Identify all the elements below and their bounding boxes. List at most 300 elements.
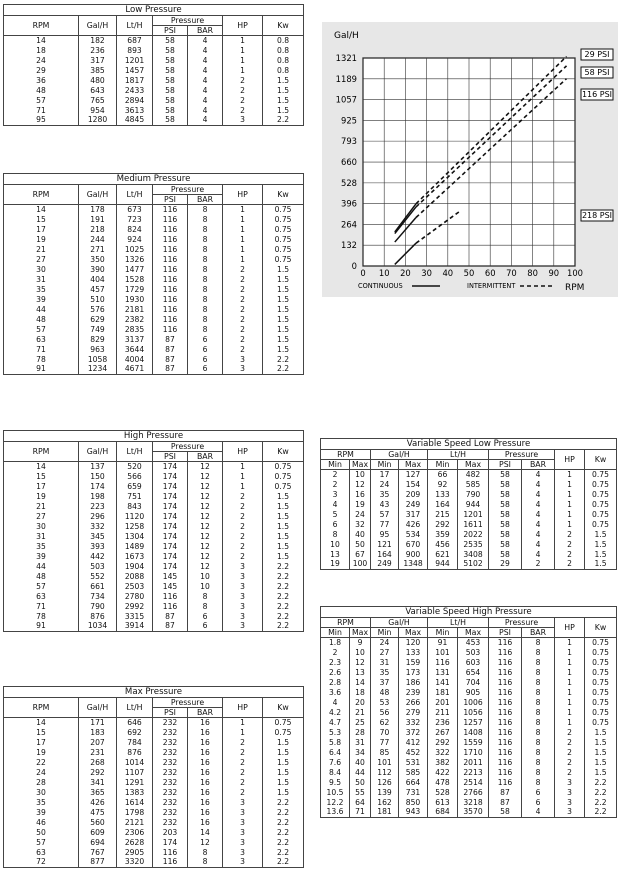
table-cell: 456 <box>428 540 458 550</box>
table-cell: 58 <box>153 66 188 76</box>
table-cell: 3 <box>223 818 263 828</box>
table-cell: 57 <box>4 96 79 106</box>
table-cell: 944 <box>428 560 458 570</box>
table-cell: 767 <box>79 848 117 858</box>
table-cell: 426 <box>399 520 428 530</box>
table-cell: 7.6 <box>321 758 350 768</box>
table-cell: 58 <box>153 106 188 116</box>
table-cell: 0.75 <box>585 480 617 490</box>
table-cell: 58 <box>489 530 522 540</box>
table-cell: 0.75 <box>585 678 617 688</box>
table-title: Max Pressure <box>4 687 304 698</box>
table-cell: 58 <box>153 46 188 56</box>
table-cell: 137 <box>79 462 117 472</box>
table-cell: 1.5 <box>263 76 304 86</box>
table-cell: 692 <box>117 728 153 738</box>
table-cell: 232 <box>153 718 188 728</box>
table-cell: 2 <box>555 758 585 768</box>
series-label: 29 PSI <box>584 50 610 59</box>
table-cell: 12 <box>188 532 223 542</box>
lth-header: Lt/H <box>428 450 489 460</box>
table-cell: 8.4 <box>321 768 350 778</box>
table-cell: 2.2 <box>263 838 304 848</box>
table-cell: 24 <box>371 480 399 490</box>
galh-min-header: Min <box>371 628 399 638</box>
table-row <box>4 592 304 602</box>
table-cell: 116 <box>153 235 188 245</box>
table-cell: 552 <box>79 572 117 582</box>
table-cell: 29 <box>4 66 79 76</box>
table-cell: 58 <box>489 480 522 490</box>
table-cell: 372 <box>399 728 428 738</box>
table-cell: 154 <box>399 480 428 490</box>
table-cell: 8 <box>522 638 555 648</box>
table-cell: 15 <box>4 472 79 482</box>
lth-min-header: Min <box>428 628 458 638</box>
table-cell: 2 <box>223 502 263 512</box>
table-cell: 1348 <box>399 560 428 570</box>
table-cell: 232 <box>153 798 188 808</box>
table-cell: 292 <box>79 768 117 778</box>
table-cell: 8 <box>188 325 223 335</box>
table-cell: 4 <box>188 96 223 106</box>
table-row <box>321 758 617 768</box>
table-cell: 6 <box>188 335 223 345</box>
table-cell: 178 <box>79 205 117 215</box>
pressure-header: Pressure <box>153 185 223 195</box>
table-cell: 0.75 <box>585 718 617 728</box>
table-cell: 3 <box>555 808 585 818</box>
table-cell: 0.75 <box>585 520 617 530</box>
table-row <box>4 788 304 798</box>
x-tick-label: 90 <box>548 268 560 278</box>
table-cell: 1.5 <box>263 335 304 345</box>
table-row <box>4 572 304 582</box>
table-cell: 112 <box>371 768 399 778</box>
table-cell: 1729 <box>117 285 153 295</box>
table-cell: 1.5 <box>263 285 304 295</box>
table-cell: 16 <box>188 788 223 798</box>
table-row <box>321 510 617 520</box>
table-cell: 1.5 <box>263 522 304 532</box>
table-cell: 14 <box>4 36 79 46</box>
table-cell: 1 <box>555 470 585 480</box>
table-cell: 4 <box>522 480 555 490</box>
table-cell: 1 <box>223 472 263 482</box>
table-cell: 19 <box>4 492 79 502</box>
table-cell: 1 <box>223 718 263 728</box>
y-tick-label: 1189 <box>335 73 357 84</box>
table-row <box>4 235 304 245</box>
y-tick-label: 660 <box>341 157 357 168</box>
table-cell: 85 <box>371 748 399 758</box>
table-cell: 1559 <box>458 738 489 748</box>
hp-header: HP <box>223 185 263 205</box>
table-cell: 749 <box>79 325 117 335</box>
hp-header: HP <box>223 442 263 462</box>
table-cell: 8 <box>522 758 555 768</box>
table-cell: 25 <box>350 718 371 728</box>
table-cell: 824 <box>117 225 153 235</box>
table-cell: 1 <box>223 205 263 215</box>
table-row <box>4 46 304 56</box>
table-row <box>4 482 304 492</box>
psi-header: PSI <box>489 628 522 638</box>
table-cell: 21 <box>4 245 79 255</box>
table-row <box>4 492 304 502</box>
table-cell: 0.8 <box>263 56 304 66</box>
table-cell: 2 <box>223 758 263 768</box>
table-cell: 576 <box>79 305 117 315</box>
table-cell: 268 <box>79 758 117 768</box>
table-cell: 17 <box>4 482 79 492</box>
table-cell: 4.7 <box>321 718 350 728</box>
table-row <box>321 718 617 728</box>
bar-header: BAR <box>188 708 223 718</box>
table-cell: 87 <box>153 622 188 632</box>
table-cell: 2382 <box>117 315 153 325</box>
table-cell: 13 <box>350 668 371 678</box>
table-cell: 2.3 <box>321 658 350 668</box>
table-cell: 8 <box>522 698 555 708</box>
table-cell: 731 <box>399 788 428 798</box>
table-cell: 249 <box>399 500 428 510</box>
table-cell: 116 <box>489 748 522 758</box>
table-cell: 893 <box>117 46 153 56</box>
lth-min-header: Min <box>428 460 458 470</box>
table-cell: 609 <box>79 828 117 838</box>
table-cell: 12 <box>188 838 223 848</box>
table-cell: 0.75 <box>263 718 304 728</box>
table-row <box>4 56 304 66</box>
table-cell: 55 <box>350 788 371 798</box>
table-cell: 520 <box>117 462 153 472</box>
table-cell: 876 <box>117 748 153 758</box>
table-cell: 2.2 <box>585 798 617 808</box>
table-cell: 35 <box>4 542 79 552</box>
table-cell: 560 <box>79 818 117 828</box>
table-cell: 1904 <box>117 562 153 572</box>
table-cell: 422 <box>428 768 458 778</box>
lth-header: Lt/H <box>428 618 489 628</box>
table-cell: 8 <box>522 778 555 788</box>
table-cell: 100 <box>350 560 371 570</box>
series-label: 116 PSI <box>581 90 613 99</box>
table-cell: 150 <box>79 472 117 482</box>
table-row <box>321 470 617 480</box>
table-cell: 8 <box>188 255 223 265</box>
table-cell: 385 <box>79 66 117 76</box>
table-cell: 1034 <box>79 622 117 632</box>
table-cell: 174 <box>153 462 188 472</box>
table-cell: 790 <box>79 602 117 612</box>
table-cell: 2 <box>555 748 585 758</box>
table-cell: 191 <box>79 215 117 225</box>
x-tick-label: 60 <box>484 268 496 278</box>
table-row <box>4 818 304 828</box>
table-cell: 1 <box>555 510 585 520</box>
table-cell: 1 <box>223 36 263 46</box>
table-cell: 322 <box>428 748 458 758</box>
table-cell: 480 <box>79 76 117 86</box>
table-cell: 3 <box>321 490 350 500</box>
table-cell: 2.2 <box>263 602 304 612</box>
table-cell: 39 <box>4 552 79 562</box>
table-cell: 2.2 <box>263 858 304 868</box>
table-cell: 1.5 <box>585 758 617 768</box>
table-cell: 1457 <box>117 66 153 76</box>
y-tick-label: 1321 <box>335 53 357 63</box>
table-row <box>4 612 304 622</box>
table-cell: 332 <box>79 522 117 532</box>
table-cell: 181 <box>371 808 399 818</box>
table-cell: 2.2 <box>585 808 617 818</box>
table-cell: 8 <box>188 265 223 275</box>
table-cell: 3613 <box>117 106 153 116</box>
galh-header: Gal/H <box>79 442 117 462</box>
table-cell: 116 <box>489 738 522 748</box>
table-row <box>321 778 617 788</box>
table-cell: 3 <box>555 798 585 808</box>
y-tick-label: 264 <box>341 219 357 230</box>
table-cell: 1.5 <box>263 502 304 512</box>
table-cell: 426 <box>79 798 117 808</box>
lth-max-header: Max <box>458 460 489 470</box>
table-cell: 4 <box>321 698 350 708</box>
table-cell: 12.2 <box>321 798 350 808</box>
table-row <box>321 668 617 678</box>
x-tick-label: 50 <box>463 268 475 278</box>
table-cell: 116 <box>153 205 188 215</box>
table-cell: 2.2 <box>263 828 304 838</box>
table-cell: 478 <box>428 778 458 788</box>
table-cell: 0.75 <box>585 648 617 658</box>
table-cell: 10 <box>350 470 371 480</box>
table-cell: 2.2 <box>263 592 304 602</box>
table-cell: 116 <box>153 275 188 285</box>
table-cell: 1.5 <box>585 728 617 738</box>
low-pressure-table <box>3 4 304 126</box>
table-cell: 12 <box>188 512 223 522</box>
table-cell: 78 <box>4 612 79 622</box>
table-cell: 10.5 <box>321 788 350 798</box>
table-row <box>4 622 304 632</box>
y-tick-label: 793 <box>341 136 357 147</box>
pressure-header: Pressure <box>489 450 555 460</box>
table-cell: 684 <box>428 808 458 818</box>
table-cell: 442 <box>79 552 117 562</box>
table-cell: 198 <box>79 492 117 502</box>
table-cell: 35 <box>371 668 399 678</box>
table-cell: 2 <box>223 106 263 116</box>
table-cell: 0.75 <box>263 472 304 482</box>
table-cell: 8 <box>188 295 223 305</box>
table-cell: 317 <box>399 510 428 520</box>
table-cell: 30 <box>4 788 79 798</box>
table-cell: 87 <box>153 335 188 345</box>
table-cell: 3570 <box>458 808 489 818</box>
table-cell: 2 <box>555 728 585 738</box>
table-row <box>4 552 304 562</box>
table-cell: 3 <box>223 798 263 808</box>
table-row <box>4 285 304 295</box>
table-cell: 12 <box>350 658 371 668</box>
table-cell: 1 <box>223 255 263 265</box>
table-cell: 3 <box>223 848 263 858</box>
table-row <box>321 550 617 560</box>
table-row <box>321 560 617 570</box>
table-cell: 1.5 <box>263 86 304 96</box>
table-cell: 173 <box>399 668 428 678</box>
table-cell: 8 <box>522 658 555 668</box>
table-cell: 141 <box>428 678 458 688</box>
table-cell: 0.75 <box>263 215 304 225</box>
table-row <box>4 512 304 522</box>
y-axis-label: Gal/H <box>334 31 359 41</box>
table-cell: 3.6 <box>321 688 350 698</box>
table-cell: 2433 <box>117 86 153 96</box>
kw-header: Kw <box>263 185 304 205</box>
table-row <box>321 480 617 490</box>
table-cell: 1 <box>223 235 263 245</box>
table-cell: 3 <box>223 365 263 375</box>
table-row <box>4 768 304 778</box>
table-cell: 1.5 <box>263 106 304 116</box>
table-cell: 2 <box>223 265 263 275</box>
table-cell: 2306 <box>117 828 153 838</box>
table-cell: 2 <box>223 325 263 335</box>
x-tick-label: 40 <box>442 268 454 278</box>
table-cell: 2 <box>223 552 263 562</box>
table-cell: 2 <box>223 542 263 552</box>
table-cell: 8 <box>188 848 223 858</box>
y-tick-label: 1057 <box>335 94 357 105</box>
table-cell: 2905 <box>117 848 153 858</box>
table-cell: 46 <box>4 818 79 828</box>
table-cell: 2 <box>223 315 263 325</box>
table-cell: 3 <box>223 592 263 602</box>
table-cell: 27 <box>4 255 79 265</box>
table-cell: 2 <box>223 778 263 788</box>
rpm-min-header: Min <box>321 628 350 638</box>
table-cell: 16 <box>188 718 223 728</box>
galh-header: Gal/H <box>371 618 428 628</box>
table-cell: 2.8 <box>321 678 350 688</box>
table-cell: 12 <box>188 472 223 482</box>
table-cell: 2766 <box>458 788 489 798</box>
table-cell: 3137 <box>117 335 153 345</box>
rpm-header: RPM <box>4 16 79 36</box>
table-cell: 4 <box>188 106 223 116</box>
table-cell: 50 <box>350 540 371 550</box>
table-cell: 1.8 <box>321 638 350 648</box>
table-cell: 6 <box>188 345 223 355</box>
table-cell: 0.8 <box>263 66 304 76</box>
max-pressure-table <box>3 686 304 868</box>
table-cell: 1 <box>555 688 585 698</box>
table-cell: 15 <box>4 728 79 738</box>
hp-header: HP <box>223 698 263 718</box>
kw-header: Kw <box>263 442 304 462</box>
table-cell: 116 <box>153 592 188 602</box>
table-row <box>4 116 304 126</box>
table-cell: 116 <box>489 698 522 708</box>
table-cell: 2.2 <box>263 365 304 375</box>
table-cell: 1.5 <box>263 512 304 522</box>
table-cell: 734 <box>79 592 117 602</box>
table-cell: 1 <box>223 215 263 225</box>
table-row <box>4 562 304 572</box>
table-cell: 2011 <box>458 758 489 768</box>
table-cell: 900 <box>399 550 428 560</box>
table-cell: 1611 <box>458 520 489 530</box>
table-cell: 71 <box>4 345 79 355</box>
y-tick-label: 925 <box>341 115 357 126</box>
table-row <box>321 688 617 698</box>
table-cell: 15 <box>4 215 79 225</box>
table-cell: 174 <box>153 542 188 552</box>
table-cell: 8 <box>522 768 555 778</box>
table-cell: 1.5 <box>585 560 617 570</box>
table-cell: 382 <box>428 758 458 768</box>
table-cell: 48 <box>371 688 399 698</box>
table-cell: 92 <box>428 480 458 490</box>
table-cell: 87 <box>153 355 188 365</box>
table-cell: 244 <box>79 235 117 245</box>
table-cell: 116 <box>153 265 188 275</box>
table-cell: 1 <box>223 462 263 472</box>
table-cell: 1 <box>555 520 585 530</box>
table-cell: 3408 <box>458 550 489 560</box>
kw-header: Kw <box>263 16 304 36</box>
table-cell: 164 <box>428 500 458 510</box>
table-cell: 218 <box>79 225 117 235</box>
table-cell: 1.5 <box>585 748 617 758</box>
table-cell: 174 <box>153 532 188 542</box>
table-cell: 1 <box>223 225 263 235</box>
table-row <box>4 472 304 482</box>
galh-header: Gal/H <box>79 698 117 718</box>
table-cell: 116 <box>489 708 522 718</box>
table-cell: 1.5 <box>263 275 304 285</box>
table-cell: 643 <box>79 86 117 96</box>
psi-header: PSI <box>153 708 188 718</box>
table-cell: 31 <box>350 738 371 748</box>
rpm-header: RPM <box>4 185 79 205</box>
table-cell: 271 <box>79 245 117 255</box>
table-cell: 2.2 <box>263 848 304 858</box>
table-cell: 232 <box>153 788 188 798</box>
table-cell: 2 <box>555 738 585 748</box>
galh-header: Gal/H <box>371 450 428 460</box>
table-cell: 116 <box>489 728 522 738</box>
table-cell: 2535 <box>458 540 489 550</box>
table-title: Medium Pressure <box>4 174 304 185</box>
table-cell: 4 <box>522 530 555 540</box>
table-cell: 2181 <box>117 305 153 315</box>
table-cell: 181 <box>428 688 458 698</box>
y-tick-label: 528 <box>341 177 357 188</box>
lth-max-header: Max <box>458 628 489 638</box>
table-cell: 12 <box>188 502 223 512</box>
table-cell: 6 <box>522 788 555 798</box>
table-cell: 2 <box>321 648 350 658</box>
table-cell: 3 <box>223 582 263 592</box>
table-cell: 16 <box>188 808 223 818</box>
table-cell: 4 <box>188 46 223 56</box>
table-row <box>321 708 617 718</box>
table-cell: 0.75 <box>585 490 617 500</box>
